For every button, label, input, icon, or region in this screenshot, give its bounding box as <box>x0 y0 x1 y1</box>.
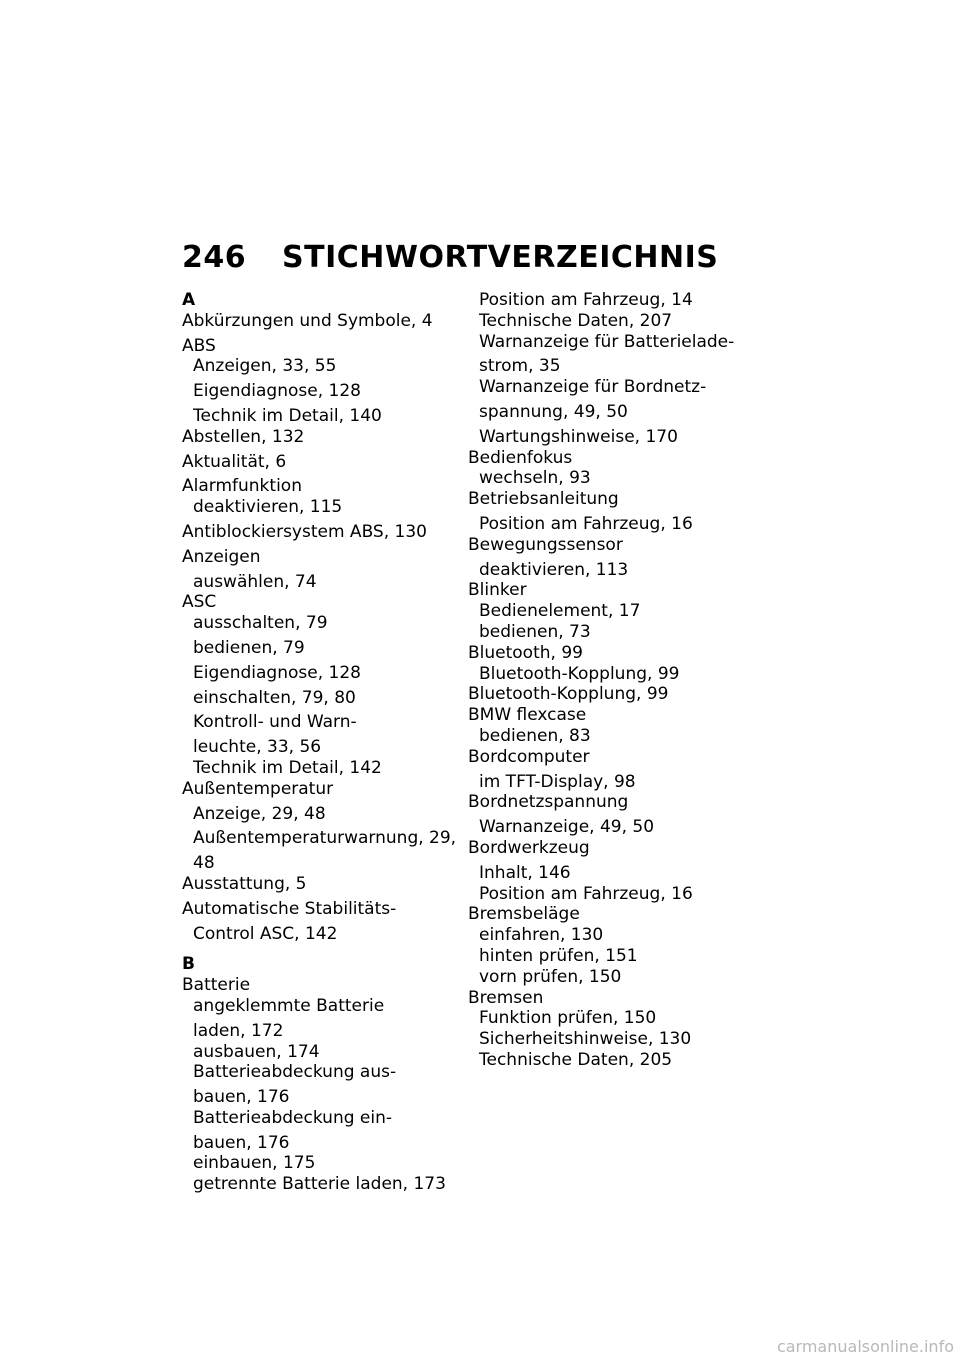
index-subentry: im TFT-Display, 98 <box>479 771 636 792</box>
index-subentry: Eigendiagnose, 128 <box>193 662 361 683</box>
index-subentry: auswählen, 74 <box>193 571 317 592</box>
index-subentry: Position am Fahrzeug, 16 <box>479 513 693 534</box>
index-subentry: wechseln, 93 <box>479 468 591 489</box>
index-entry: Bremsen <box>468 987 544 1008</box>
index-subentry: ausbauen, 174 <box>193 1041 320 1062</box>
index-subentry: bauen, 176 <box>193 1087 290 1108</box>
index-subentry: Position am Fahrzeug, 16 <box>479 883 693 904</box>
watermark: carmanualsonline.info <box>776 1337 954 1356</box>
index-entry: Bordcomputer <box>468 746 590 767</box>
index-column-left <box>182 290 467 1195</box>
index-subentry: ausschalten, 79 <box>193 613 328 634</box>
index-entry: Anzeigen <box>182 546 261 567</box>
index-entry: Ausstattung, 5 <box>182 873 307 894</box>
index-letter-heading: B <box>182 954 195 975</box>
index-subentry: Warnanzeige, 49, 50 <box>479 817 655 838</box>
index-entry: Blinker <box>468 580 527 601</box>
index-subentry: strom, 35 <box>479 356 561 377</box>
index-subentry: Kontroll- und Warn- <box>193 712 357 733</box>
index-subentry: einfahren, 130 <box>479 925 604 946</box>
index-entry: Bordnetzspannung <box>468 792 629 813</box>
index-entry: ASC <box>182 592 217 613</box>
index-entry: Bedienfokus <box>468 447 573 468</box>
index-entry: Bluetooth, 99 <box>468 642 583 663</box>
page-number: 246 <box>182 240 247 275</box>
index-subentry: deaktivieren, 115 <box>193 497 343 518</box>
index-subentry: Anzeige, 29, 48 <box>193 803 326 824</box>
index-subentry: Warnanzeige für Batterielade- <box>479 331 735 352</box>
index-subentry: Funktion prüfen, 150 <box>479 1008 657 1029</box>
index-subentry: getrennte Batterie laden, 173 <box>193 1174 446 1195</box>
index-entry: Alarmfunktion <box>182 476 302 497</box>
index-subentry: vorn prüfen, 150 <box>479 966 622 987</box>
index-entry: Bordwerkzeug <box>468 837 590 858</box>
index-subentry: Control ASC, 142 <box>193 923 338 944</box>
index-subentry: Technik im Detail, 140 <box>193 405 382 426</box>
index-subentry: angeklemmte Batterie <box>193 995 385 1016</box>
page-header <box>182 240 718 275</box>
index-subentry: Batterieabdeckung aus- <box>193 1062 397 1083</box>
index-column-right <box>468 290 768 1071</box>
index-entry: Außentemperatur <box>182 778 334 799</box>
index-subentry: hinten prüfen, 151 <box>479 945 638 966</box>
index-entry: Aktualität, 6 <box>182 451 287 472</box>
index-subentry: Warnanzeige für Bordnetz- <box>479 377 707 398</box>
index-entry: Automatische Stabilitäts- <box>182 898 397 919</box>
index-subentry: Sicherheitshinweise, 130 <box>479 1029 692 1050</box>
index-entry: Abkürzungen und Symbole, 4 <box>182 310 433 331</box>
index-subentry: Batterieabdeckung ein- <box>193 1107 393 1128</box>
index-letter-heading: A <box>182 290 196 310</box>
index-subentry: Technik im Detail, 142 <box>193 757 382 778</box>
index-entry: Batterie <box>182 975 251 996</box>
index-subentry: bedienen, 73 <box>479 621 591 642</box>
index-subentry: bedienen, 79 <box>193 637 305 658</box>
index-subentry: bedienen, 83 <box>479 725 591 746</box>
index-subentry: Technische Daten, 205 <box>479 1049 673 1070</box>
index-subentry: leuchte, 33, 56 <box>193 737 322 758</box>
index-entry: Betriebsanleitung <box>468 489 619 510</box>
index-subentry: Anzeigen, 33, 55 <box>193 356 337 377</box>
index-subentry: Bluetooth-Kopplung, 99 <box>479 663 680 684</box>
index-entry: Abstellen, 132 <box>182 426 305 447</box>
index-subentry: Position am Fahrzeug, 14 <box>479 290 693 310</box>
index-subentry: einschalten, 79, 80 <box>193 687 356 708</box>
index-subentry: laden, 172 <box>193 1020 284 1041</box>
index-entry: Bremsbeläge <box>468 904 580 925</box>
index-subentry: bauen, 176 <box>193 1132 290 1153</box>
index-subentry: Außentemperaturwarnung, 29, <box>193 828 457 849</box>
index-subentry: deaktivieren, 113 <box>479 559 629 580</box>
index-subentry: Wartungshinweise, 170 <box>479 426 678 447</box>
index-subentry: Technische Daten, 207 <box>479 310 673 331</box>
index-subentry: einbauen, 175 <box>193 1153 316 1174</box>
index-subentry: Inhalt, 146 <box>479 862 571 883</box>
page-title: STICHWORTVERZEICHNIS <box>282 240 719 275</box>
index-entry: ABS <box>182 335 216 356</box>
index-subentry: 48 <box>193 853 215 874</box>
index-entry: Antiblockiersystem ABS, 130 <box>182 521 427 542</box>
index-entry: Bewegungssensor <box>468 534 623 555</box>
index-subentry: Bedienelement, 17 <box>479 601 641 622</box>
index-entry: BMW flexcase <box>468 705 587 726</box>
index-subentry: Eigendiagnose, 128 <box>193 381 361 402</box>
index-entry: Bluetooth-Kopplung, 99 <box>468 684 669 705</box>
index-subentry: spannung, 49, 50 <box>479 401 628 422</box>
